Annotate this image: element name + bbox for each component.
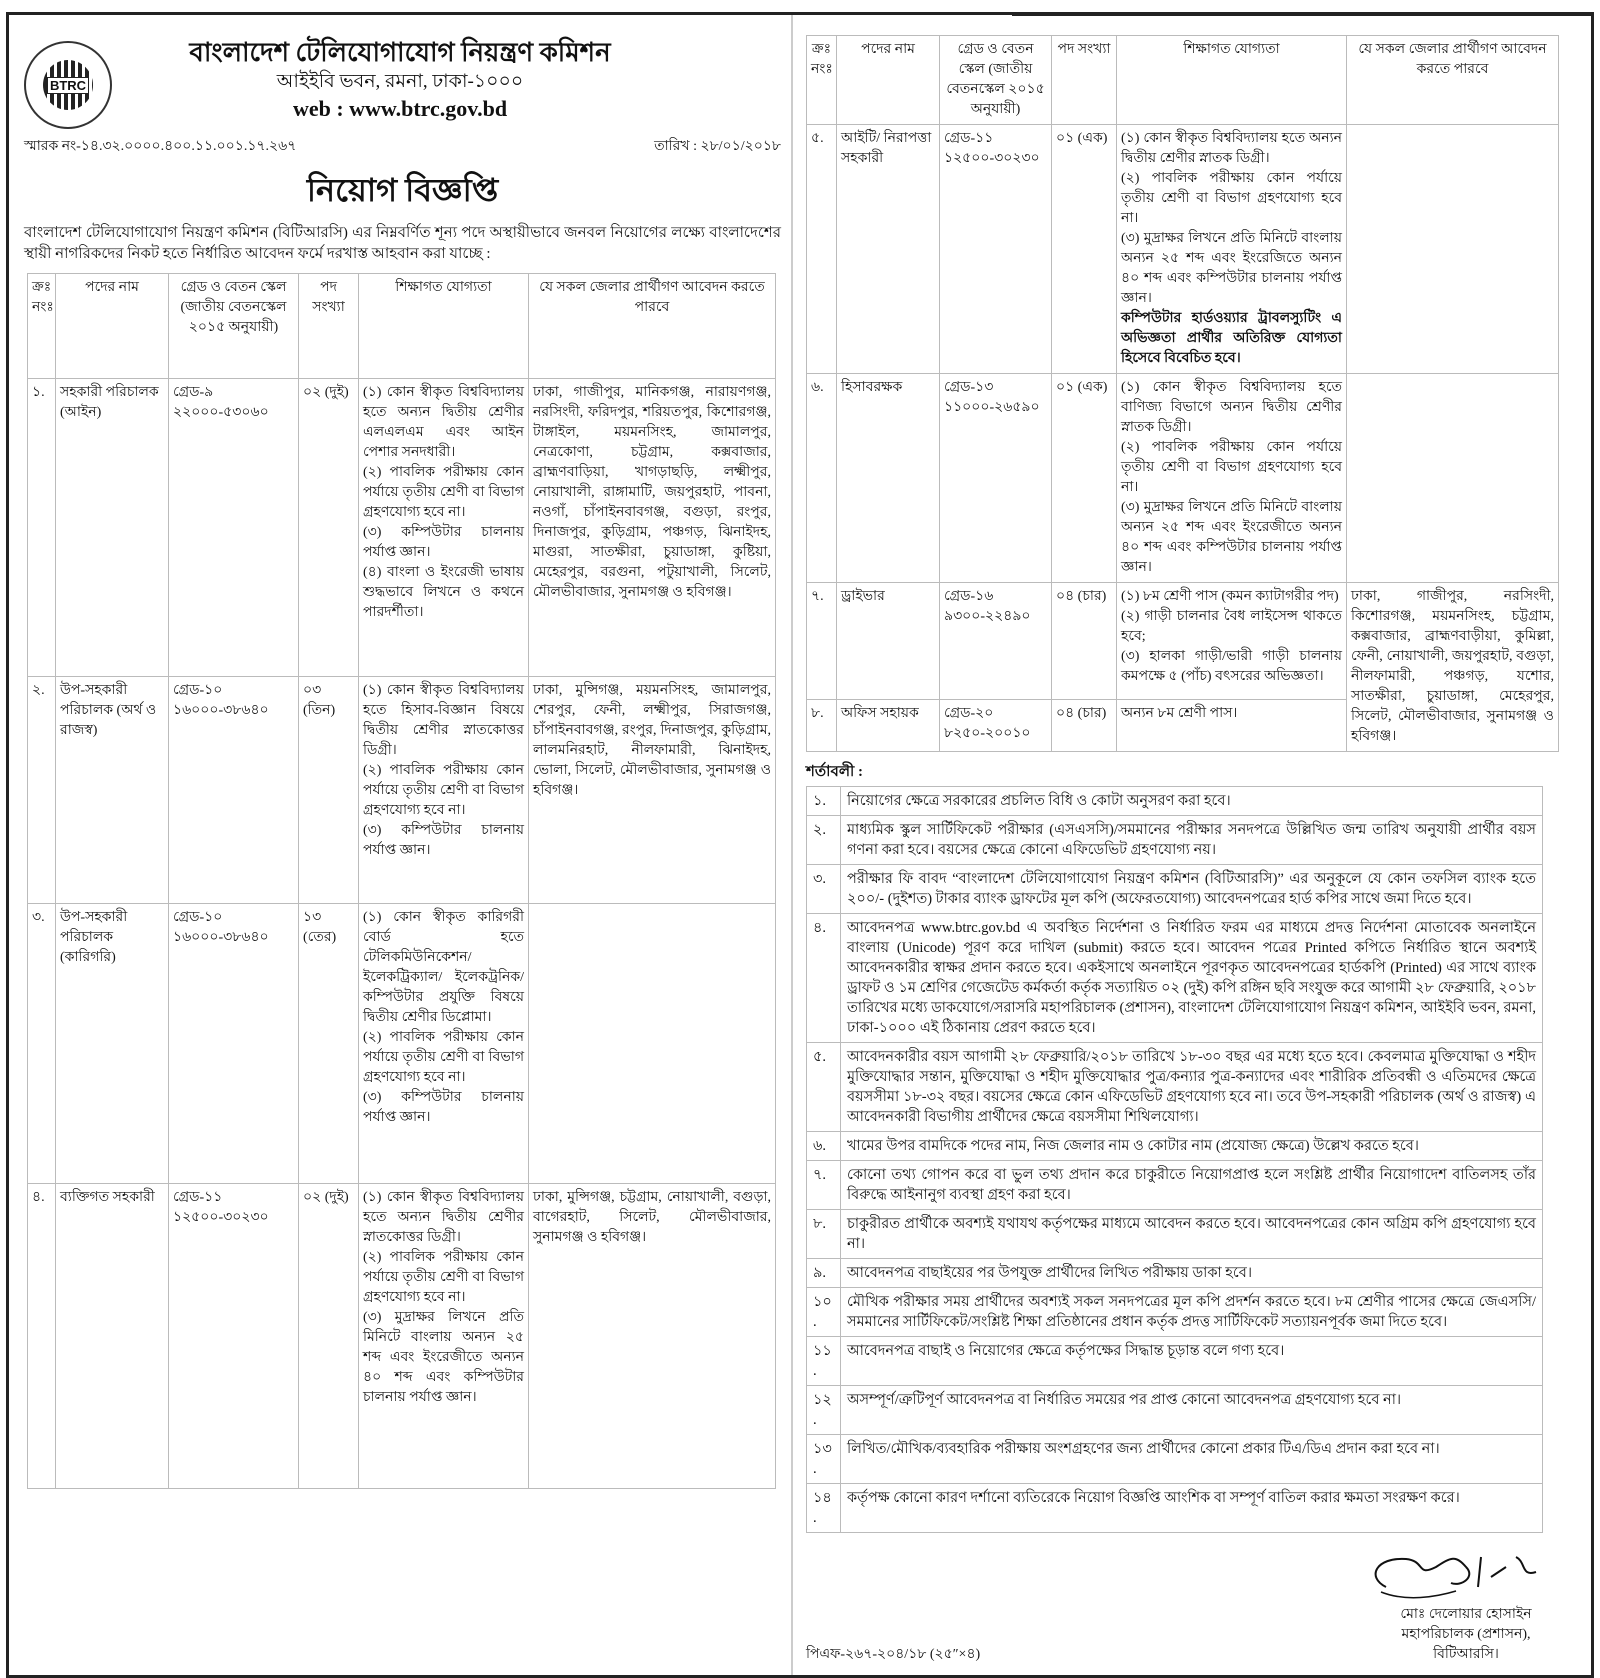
- grade-scale: গ্রেড-৯ ২২০০০-৫৩০৬০: [169, 379, 299, 677]
- org-header: [24, 37, 781, 129]
- qualification-item: (৩) মুদ্রাক্ষর লিখনে প্রতি মিনিটে বাংলায় অন্যন ২৫ শব্দ এবং ইংরেজীতে অন্যন ৪০ শব্দ এবং কম্পিউটার চালনায় পর্যাপ্ত জ্ঞান।: [363, 1310, 524, 1405]
- post-count: ০৩ (তিন): [299, 677, 359, 904]
- condition-text: খামের উপর বামদিকে পদের নাম, নিজ জেলার নাম ও কোটার নাম (প্রযোজ্য ক্ষেত্রে) উল্লেখ করতে হবে।: [841, 1132, 1543, 1161]
- header-serial: ক্রঃ নংঃ: [807, 36, 837, 125]
- condition-number: ১৪.: [807, 1484, 841, 1533]
- org-title-block: [120, 37, 680, 123]
- qualifications: [359, 379, 529, 677]
- header-grade: গ্রেড ও বেতন স্কেল (জাতীয় বেতনস্কেল ২০১৫ অনুযায়ী): [169, 274, 299, 379]
- table-row: [28, 677, 776, 904]
- conditions-table: [806, 786, 1543, 1533]
- serial-number: ২.: [28, 677, 56, 904]
- qualification-item: (৩) কম্পিউটার চালনায় পর্যাপ্ত জ্ঞান।: [363, 1090, 524, 1125]
- condition-row: [807, 865, 1543, 914]
- qualifications: [359, 1184, 529, 1489]
- eligible-districts: [1347, 125, 1559, 374]
- condition-text: মৌখিক পরীক্ষার সময় প্রার্থীদের অবশ্যই সকল সনদপত্রের মূল কপি প্রদর্শন করতে হবে। ৮ম শ্রেণীর পাসের ক্ষেত্রে জেএসসি/ সমমানের সার্টিফিকেট/সংশ্লিষ্ট শিক্ষা প্রতিষ্ঠানের প্রধান কর্তৃক প্রদত্ত সার্টিফিকেট সত্যায়নপূর্বক জমা দিতে হবে।: [841, 1288, 1543, 1337]
- qualification-item: (৩) মুদ্রাক্ষর লিখনে প্রতি মিনিটে বাংলায় অন্যন ২৫ শব্দ এবং ইংরেজিতে অন্যন ৪০ শব্দ এবং কম্পিউটার চালনায় পর্যাপ্ত জ্ঞান।: [1121, 231, 1342, 306]
- right-column: [793, 15, 1591, 1675]
- post-name: সহকারী পরিচালক (আইন): [56, 379, 169, 677]
- org-address: আইইবি ভবন, রমনা, ঢাকা-১০০০: [276, 71, 524, 92]
- qualification-item: অন্যন ৮ম শ্রেণী পাস।: [1121, 705, 1238, 721]
- org-name: বাংলাদেশ টেলিযোগাযোগ নিয়ন্ত্রণ কমিশন: [189, 38, 611, 67]
- post-count: ০২ (দুই): [299, 1184, 359, 1489]
- header-serial: ক্রঃ নংঃ: [28, 274, 56, 379]
- post-name: অফিস সহায়ক: [837, 699, 940, 751]
- signature: [1366, 1547, 1546, 1603]
- qualification-item: (২) পাবলিক পরীক্ষায় কোন পর্যায়ে তৃতীয় শ্রেণী বা বিভাগ গ্রহণযোগ্য হবে না।: [363, 1030, 524, 1085]
- qualification-item: (১) কোন স্বীকৃত বিশ্ববিদ্যালয় হতে হিসাব-বিজ্ঞান বিষয়ে দ্বিতীয় শ্রেণীর স্নাতকোত্তর ডিগ্রী।: [363, 683, 524, 758]
- condition-text: মাধ্যমিক স্কুল সার্টিফিকেট পরীক্ষার (এসএসসি)/সমমানের পরীক্ষার সনদপত্রে উল্লিখিত জন্ম তারিখ অনুযায়ী প্রার্থীর বয়স গণনা করা হবে। বয়সের ক্ষেত্রে কোনো এফিডেভিট গ্রহণযোগ্য নয়।: [841, 816, 1543, 865]
- header-post: পদের নাম: [837, 36, 940, 125]
- grade-scale: গ্রেড-১১ ১২৫০০-৩০২৩০: [940, 125, 1052, 374]
- header-districts: যে সকল জেলার প্রার্থীগণ আবেদন করতে পারবে: [529, 274, 776, 379]
- qualification-item: (২) গাড়ী চালনার বৈধ লাইসেন্স থাকতে হবে;: [1121, 609, 1342, 644]
- condition-row: [807, 914, 1543, 1043]
- post-name: ব্যক্তিগত সহকারী: [56, 1184, 169, 1489]
- qualification-item: (৩) কম্পিউটার চালনায় পর্যাপ্ত জ্ঞান।: [363, 525, 524, 560]
- serial-number: ৭.: [807, 583, 837, 700]
- qualification-item: (৩) হালকা গাড়ী/ভারী গাড়ী চালনায় কমপক্ষে ৫ (পাঁচ) বৎসরের অভিজ্ঞতা।: [1121, 649, 1342, 684]
- serial-number: ৬.: [807, 374, 837, 583]
- grade-scale: গ্রেড-১০ ১৬০০০-৩৮৬৪০: [169, 677, 299, 904]
- condition-text: আবেদনপত্র বাছাইয়ের পর উপযুক্ত প্রার্থীদের লিখিত পরীক্ষায় ডাকা হবে।: [841, 1259, 1543, 1288]
- post-count: ১৩ (তের): [299, 904, 359, 1184]
- condition-text: লিখিত/মৌখিক/ব্যবহারিক পরীক্ষায় অংশগ্রহণের জন্য প্রার্থীদের কোনো প্রকার টিএ/ডিএ প্রদান করা হবে না।: [841, 1435, 1543, 1484]
- table-row: [28, 1184, 776, 1489]
- footer-reference: পিএফ-২৬৭-২০৪/১৮ (২৫″×৪): [806, 1647, 981, 1662]
- condition-text: চাকুরীরত প্রার্থীকে অবশ্যই যথাযথ কর্তৃপক্ষের মাধ্যমে আবেদন করতে হবে। আবেদনপত্রের কোন অগ্রিম কপি গ্রহণযোগ্য হবে না।: [841, 1210, 1543, 1259]
- header-count: পদ সংখ্যা: [299, 274, 359, 379]
- signature-area: [806, 1547, 1566, 1603]
- post-count: ০১ (এক): [1052, 125, 1117, 374]
- intro-paragraph: বাংলাদেশ টেলিযোগাযোগ নিয়ন্ত্রণ কমিশন (বিটিআরসি) এর নিম্নবর্ণিত শূন্য পদে অস্থায়ীভাবে জনবল নিয়োগের লক্ষ্যে বাংলাদেশের স্থায়ী নাগরিকদের নিকট হতে নির্ধারিত আবেদন ফর্মে দরখাস্ত আহবান করা যাচ্ছে :: [24, 225, 781, 262]
- condition-row: [807, 1132, 1543, 1161]
- notice-date: তারিখ : ২৮/০১/২০১৮: [654, 139, 781, 154]
- condition-number: ৯.: [807, 1259, 841, 1288]
- condition-row: [807, 1435, 1543, 1484]
- district-list: ঢাকা, মুন্সিগঞ্জ, চট্টগ্রাম, নোয়াখালী, বগুড়া, বাগেরহাট, সিলেট, মৌলভীবাজার, সুনামগঞ্জ ও হবিগঞ্জ।: [533, 1190, 771, 1245]
- eligible-districts: [1347, 374, 1559, 583]
- condition-number: ১৩.: [807, 1435, 841, 1484]
- post-name: উপ-সহকারী পরিচালক (কারিগরি): [56, 904, 169, 1184]
- qualification-item: (২) পাবলিক পরীক্ষায় কোন পর্যায়ে তৃতীয় শ্রেণী বা বিভাগ গ্রহণযোগ্য হবে না।: [363, 1250, 524, 1305]
- condition-text: আবেদনকারীর বয়স আগামী ২৮ ফেব্রুয়ারি/২০১৮ তারিখে ১৮-৩০ বছর এর মধ্যে হতে হবে। কেবলমাত্র মুক্তিযোদ্ধা ও শহীদ মুক্তিযোদ্ধার সন্তান, মুক্তিযোদ্ধা ও শহীদ মুক্তিযোদ্ধার পুত্র/কন্যার পুত্র-কন্যাদের এবং শারীরিক প্রতিবন্ধী ও এতিমদের ক্ষেত্রে বয়সসীমা ১৮-৩২ বছর। বয়সের ক্ষেত্রে কোন এফিডেভিট গ্রহণযোগ্য হবে না। তবে উপ-সহকারী পরিচালক (অর্থ ও রাজস্ব) এ আবেদনকারী বিভাগীয় প্রার্থীদের ক্ষেত্রে বয়সসীমা শিথিলযোগ্য।: [841, 1043, 1543, 1132]
- condition-row: [807, 1484, 1543, 1533]
- grade-scale: গ্রেড-১১ ১২৫০০-৩০২৩০: [169, 1184, 299, 1489]
- qualification-item: (৩) কম্পিউটার চালনায় পর্যাপ্ত জ্ঞান।: [363, 823, 524, 858]
- condition-text: কোনো তথ্য গোপন করে বা ভুল তথ্য প্রদান করে চাকুরীতে নিয়োগপ্রাপ্ত হলে সংশ্লিষ্ট প্রার্থীর নিয়োগাদেশ বাতিলসহ তাঁর বিরুদ্ধে আইনানুগ ব্যবস্থা গ্রহণ করা হবে।: [841, 1161, 1543, 1210]
- eligible-districts: [1347, 583, 1559, 752]
- positions-table-right: [806, 35, 1559, 752]
- post-count: ০২ (দুই): [299, 379, 359, 677]
- condition-number: ১.: [807, 787, 841, 816]
- post-name: আইটি/ নিরাপত্তা সহকারী: [837, 125, 940, 374]
- condition-row: [807, 1337, 1543, 1386]
- condition-row: [807, 816, 1543, 865]
- table-row: [807, 374, 1559, 583]
- condition-text: আবেদনপত্র বাছাই ও নিয়োগের ক্ষেত্রে কর্তৃপক্ষের সিদ্ধান্ত চূড়ান্ত বলে গণ্য হবে।: [841, 1337, 1543, 1386]
- condition-number: ১২.: [807, 1386, 841, 1435]
- post-count: ০১ (এক): [1052, 374, 1117, 583]
- post-count: ০৪ (চার): [1052, 583, 1117, 700]
- condition-number: ৬.: [807, 1132, 841, 1161]
- condition-number: ৫.: [807, 1043, 841, 1132]
- header-post: পদের নাম: [56, 274, 169, 379]
- eligible-districts: [529, 904, 776, 1184]
- condition-number: ৮.: [807, 1210, 841, 1259]
- header-districts: যে সকল জেলার প্রার্থীগণ আবেদন করতে পারবে: [1347, 36, 1559, 125]
- qualifications: [1117, 125, 1347, 374]
- left-column: [9, 15, 793, 1675]
- post-name: হিসাবরক্ষক: [837, 374, 940, 583]
- logo-text: BTRC: [47, 77, 89, 94]
- table-row: [807, 583, 1559, 700]
- qualification-item: (১) কোন স্বীকৃত বিশ্ববিদ্যালয় হতে অন্যন দ্বিতীয় শ্রেণীর এলএলএম এবং আইন পেশার সনদধারী।: [363, 385, 524, 460]
- qualifications: [359, 677, 529, 904]
- org-website: web : www.btrc.gov.bd: [292, 96, 508, 121]
- eligible-districts: [529, 1184, 776, 1489]
- qualifications: [1117, 583, 1347, 700]
- qualifications: [1117, 699, 1347, 751]
- grade-scale: গ্রেড-১০ ১৬০০০-৩৮৬৪০: [169, 904, 299, 1184]
- condition-number: ২.: [807, 816, 841, 865]
- qualification-item: (২) পাবলিক পরীক্ষায় কোন পর্যায়ে তৃতীয় শ্রেণী বা বিভাগ গ্রহণযোগ্য হবে না।: [363, 465, 524, 520]
- condition-number: ৭.: [807, 1161, 841, 1210]
- table-row: [807, 125, 1559, 374]
- district-list: ঢাকা, গাজীপুর, মানিকগঞ্জ, নারায়ণগঞ্জ, নরসিংদী, ফরিদপুর, শরিয়তপুর, কিশোরগঞ্জ, টাঙ্গাইল, ময়মনসিংহ, জামালপুর, নেত্রকোণা, চট্টগ্রাম, কক্সবাজার, ব্রাহ্মণবাড়িয়া, খাগড়াছড়ি, লক্ষ্মীপুর, নোয়াখালী, রাঙ্গামাটি, জয়পুরহাট, পাবনা, নওগাঁ, চাঁপাইনবাবগঞ্জ, বগুড়া, রংপুর, দিনাজপুর, কুড়িগ্রাম, পঞ্চগড়, ঝিনাইদহ, মাগুরা, সাতক্ষীরা, চুয়াডাঙ্গা, কুষ্টিয়া, মেহেরপুর, বরগুনা, পটুয়াখালী, সিলেট, মৌলভীবাজার, সুনামগঞ্জ ও হবিগঞ্জ।: [533, 385, 771, 600]
- serial-number: ৪.: [28, 1184, 56, 1489]
- header-qualification: শিক্ষাগত যোগ্যতা: [359, 274, 529, 379]
- btrc-logo: [24, 41, 112, 129]
- condition-number: ৪.: [807, 914, 841, 1043]
- serial-number: ৫.: [807, 125, 837, 374]
- condition-text: কর্তৃপক্ষ কোনো কারণ দর্শানো ব্যতিরেকে নিয়োগ বিজ্ঞপ্তি আংশিক বা সম্পূর্ণ বাতিল করার ক্ষমতা সংরক্ষণ করে।: [841, 1484, 1543, 1533]
- grade-scale: গ্রেড-১৬ ৯৩০০-২২৪৯০: [940, 583, 1052, 700]
- eligible-districts: [529, 379, 776, 677]
- table-header-row: [28, 274, 776, 379]
- header-qualification: শিক্ষাগত যোগ্যতা: [1117, 36, 1347, 125]
- signer-name: মোঃ দেলোয়ার হোসাইন: [1400, 1607, 1532, 1622]
- condition-row: [807, 1386, 1543, 1435]
- header-count: পদ সংখ্যা: [1052, 36, 1117, 125]
- signer-org: বিটিআরসি।: [1433, 1647, 1499, 1662]
- condition-text: অসম্পূর্ণ/ত্রুটিপূর্ণ আবেদনপত্র বা নির্ধারিত সময়ের পর প্রাপ্ত কোনো আবেদনপত্র গ্রহণযোগ্য হবে না।: [841, 1386, 1543, 1435]
- footer-row: [806, 1605, 1566, 1665]
- table-row: [28, 904, 776, 1184]
- qualification-item: (৩) মুদ্রাক্ষর লিখনে প্রতি মিনিটে বাংলায় অন্যন ২৫ শব্দ এবং ইংরেজীতে অন্যন ৪০ শব্দ এবং কম্পিউটার চালনায় পর্যাপ্ত জ্ঞান।: [1121, 500, 1342, 575]
- qualifications: [359, 904, 529, 1184]
- positions-table-left: [27, 273, 776, 1489]
- notice-frame: [6, 12, 1594, 1678]
- condition-row: [807, 1043, 1543, 1132]
- table-row: [28, 379, 776, 677]
- condition-row: [807, 1210, 1543, 1259]
- qualification-item: (১) ৮ম শ্রেণী পাস (কমন ক্যাটাগরীর পদ): [1121, 589, 1339, 604]
- qualification-item: (২) পাবলিক পরীক্ষায় কোন পর্যায়ে তৃতীয় শ্রেণী বা বিভাগ গ্রহণযোগ্য হবে না।: [363, 763, 524, 818]
- qualification-item: (৪) বাংলা ও ইংরেজী ভাষায় শুদ্ধভাবে লিখনে ও কথনে পারদর্শীতা।: [363, 565, 524, 620]
- qualification-item: (১) কোন স্বীকৃত বিশ্ববিদ্যালয় হতে অন্যন দ্বিতীয় শ্রেণীর স্নাতকোত্তর ডিগ্রী।: [363, 1190, 524, 1245]
- qualification-item: (১) কোন স্বীকৃত বিশ্ববিদ্যালয় হতে অন্যন দ্বিতীয় শ্রেণীর স্নাতক ডিগ্রী।: [1121, 131, 1342, 166]
- condition-text: আবেদনপত্র www.btrc.gov.bd এ অবস্থিত নির্দেশনা ও নির্ধারিত ফরম এর মাধ্যমে প্রদত্ত নির্দেশনা মোতাবেক অনলাইনে বাংলায় (Unicode) পূরণ করে দাখিল (submit) করতে হবে। আবেদন পত্রের Printed কপিতে নির্ধারিত স্থানে অবশ্যই আবেদনকারীর স্বাক্ষর প্রদান করতে হবে। একইসাথে অনলাইনে পূরণকৃত আবেদনপত্রের হার্ডকপি (Printed) এর সাথে ব্যাংক ড্রাফট ও ১ম শ্রেণির গেজেটেড কর্মকর্তা কর্তৃক সত্যায়িত ০২ (দুই) কপি রঙ্গিন ছবি সংযুক্ত করে আগামী ২৮ ফেব্রুয়ারি, ২০১৮ তারিখের মধ্যে ডাকযোগে/সরাসরি মহাপরিচালক (প্রশাসন), বাংলাদেশ টেলিযোগাযোগ নিয়ন্ত্রণ কমিশন, আইইবি ভবন, রমনা, ঢাকা-১০০০ এই ঠিকানায় প্রেরণ করতে হবে।: [841, 914, 1543, 1043]
- eligible-districts: [529, 677, 776, 904]
- grade-scale: গ্রেড-২০ ৮২৫০-২০০১০: [940, 699, 1052, 751]
- signer-designation: মহাপরিচালক (প্রশাসন),: [1401, 1627, 1531, 1642]
- condition-row: [807, 1161, 1543, 1210]
- qualifications: [1117, 374, 1347, 583]
- memo-number: স্মারক নং-১৪.৩২.০০০০.৪০০.১১.০০১.১৭.২৬৭: [24, 139, 297, 154]
- memo-row: [24, 137, 781, 157]
- table-header-row: [807, 36, 1559, 125]
- condition-text: পরীক্ষার ফি বাবদ “বাংলাদেশ টেলিযোগাযোগ নিয়ন্ত্রণ কমিশন (বিটিআরসি)” এর অনুকূলে যে কোন তফসিল ব্যাংক হতে ২০০/- (দুইশত) টাকার ব্যাংক ড্রাফটের মূল কপি (অফেরতযোগ্য) আবেদনপত্রের হার্ড কপির সাথে জমা দিতে হবে।: [841, 865, 1543, 914]
- post-name: উপ-সহকারী পরিচালক (অর্থ ও রাজস্ব): [56, 677, 169, 904]
- qualification-item: (১) কোন স্বীকৃত কারিগরী বোর্ড হতে টেলিকমিউনিকেশন/ ইলেকট্রিক্যাল/ ইলেকট্রনিক/ কম্পিউটার প্রযুক্তি বিষয়ে দ্বিতীয় শ্রেণীর ডিপ্লোমা।: [363, 910, 524, 1025]
- signer-block: [1366, 1605, 1566, 1665]
- qualification-item: (২) পাবলিক পরীক্ষায় কোন পর্যায়ে তৃতীয় শ্রেণী বা বিভাগ গ্রহণযোগ্য হবে না।: [1121, 171, 1342, 226]
- condition-row: [807, 787, 1543, 816]
- condition-row: [807, 1288, 1543, 1337]
- header-grade: গ্রেড ও বেতন স্কেল (জাতীয় বেতনস্কেল ২০১৫ অনুযায়ী): [940, 36, 1052, 125]
- condition-row: [807, 1259, 1543, 1288]
- page-title: নিয়োগ বিজ্ঞপ্তি: [306, 172, 499, 208]
- serial-number: ৮.: [807, 699, 837, 751]
- qualification-item: (২) পাবলিক পরীক্ষায় কোন পর্যায়ে তৃতীয় শ্রেণী বা বিভাগ গ্রহণযোগ্য হবে না।: [1121, 440, 1342, 495]
- qualification-item: (১) কোন স্বীকৃত বিশ্ববিদ্যালয় হতে বাণিজ্য বিভাগে অন্যন দ্বিতীয় শ্রেণীর স্নাতক ডিগ্রী।: [1121, 380, 1342, 435]
- serial-number: ১.: [28, 379, 56, 677]
- district-list: ঢাকা, মুন্সিগঞ্জ, ময়মনসিংহ, জামালপুর, শেরপুর, ফেনী, লক্ষ্মীপুর, সিরাজগঞ্জ, চাঁপাইনবাবগঞ্জ, রংপুর, দিনাজপুর, কুড়িগ্রাম, লালমনিরহাট, নীলফামারী, ঝিনাইদহ, ভোলা, সিলেট, মৌলভীবাজার, সুনামগঞ্জ ও হবিগঞ্জ।: [533, 683, 771, 798]
- condition-number: ৩.: [807, 865, 841, 914]
- condition-text: নিয়োগের ক্ষেত্রে সরকারের প্রচলিত বিধি ও কোটা অনুসরণ করা হবে।: [841, 787, 1543, 816]
- post-name: ড্রাইভার: [837, 583, 940, 700]
- condition-number: ১১.: [807, 1337, 841, 1386]
- conditions-heading: শর্তাবলী :: [806, 764, 864, 780]
- grade-scale: গ্রেড-১৩ ১১০০০-২৬৫৯০: [940, 374, 1052, 583]
- district-list: ঢাকা, গাজীপুর, নরসিংদী, কিশোরগঞ্জ, ময়মনসিংহ, চট্টগ্রাম, কক্সবাজার, ব্রাহ্মণবাড়ীয়া, কুমিল্লা, ফেনী, নোয়াখালী, জয়পুরহাট, বগুড়া, নীলফামারী, পঞ্চগড়, যশোর, সাতক্ষীরা, চুয়াডাঙ্গা, মেহেরপুর, সিলেট, মৌলভীবাজার, সুনামগঞ্জ ও হবিগঞ্জ।: [1351, 589, 1554, 744]
- condition-number: ১০.: [807, 1288, 841, 1337]
- serial-number: ৩.: [28, 904, 56, 1184]
- qualification-note: কম্পিউটার হার্ডওয়্যার ট্রাবলস্যুটিং এ অভিজ্ঞতা প্রার্থীর অতিরিক্ত যোগ্যতা হিসেবে বিবেচিত হবে।: [1121, 311, 1342, 366]
- post-count: ০৪ (চার): [1052, 699, 1117, 751]
